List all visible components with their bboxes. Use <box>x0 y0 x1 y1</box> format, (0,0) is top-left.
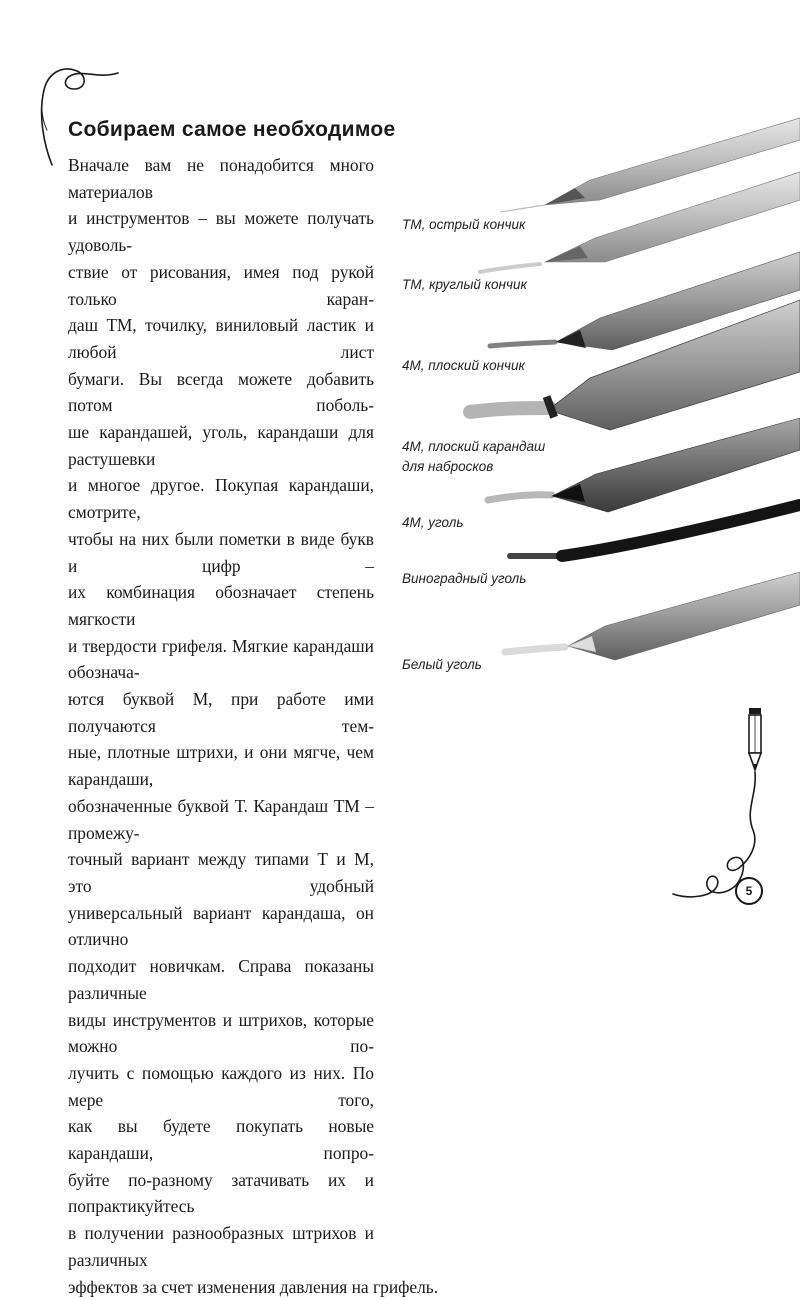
body-line: эффектов за счет изменения давления на грифель. <box>68 1276 439 1297</box>
body-line: виды инструментов и штрихов, которые можно по- <box>68 1009 374 1057</box>
page-number: 5 <box>735 877 763 905</box>
caption-4m-charcoal: 4М, уголь <box>402 515 464 530</box>
body-line: и многое другое. Покупая карандаши, смотрите, <box>68 475 374 523</box>
caption-4m-sketch-line2: для набросков <box>402 459 494 474</box>
body-line: и твердости грифеля. Мягкие карандаши обознача- <box>68 635 374 683</box>
body-line: обозначенные буквой Т. Карандаш ТМ – промежу- <box>68 795 374 843</box>
body-line: буйте по-разному затачивать их и попрактикуйтесь <box>68 1169 374 1217</box>
body-line: их комбинация обозначает степень мягкости <box>68 582 374 629</box>
pencils-illustration <box>395 110 800 710</box>
body-line: Вначале вам не понадобится много материалов <box>68 155 374 202</box>
body-line: чтобы на них были пометки в виде букв и цифр – <box>68 528 374 576</box>
body-line: лучить с помощью каждого из них. По мере того, <box>68 1062 374 1110</box>
caption-4m-flat: 4М, плоский кончик <box>402 358 525 373</box>
caption-4m-sketch-line1: 4М, плоский карандаш <box>402 439 546 454</box>
pencil-flourish-ornament <box>665 700 780 910</box>
caption-white-charcoal: Белый уголь <box>402 657 482 672</box>
vine-charcoal-stick <box>510 505 800 556</box>
body-line: ше карандашей, уголь, карандаши для растушевки <box>68 422 374 469</box>
pencil-icon <box>749 708 761 770</box>
body-line: в получении разнообразных штрихов и различных <box>68 1223 374 1270</box>
page-title: Собираем самое необходимое <box>68 118 396 141</box>
body-line: точный вариант между типами Т и М, это удобный <box>68 849 374 896</box>
body-line: бумаги. Вы всегда можете добавить потом поболь- <box>68 368 374 416</box>
body-line: ются буквой М, при работе ими получаются тем- <box>68 689 374 736</box>
body-line: подходит новичкам. Справа показаны различные <box>68 956 374 1003</box>
pencil-4m-charcoal <box>488 418 800 512</box>
body-line: даш ТМ, точилку, виниловый ластик и любой лист <box>68 315 374 362</box>
caption-tm-round: ТМ, круглый кончик <box>402 277 527 292</box>
caption-tm-sharp: ТМ, острый кончик <box>402 217 526 232</box>
body-line: и инструментов – вы можете получать удоволь- <box>68 208 374 256</box>
body-line: универсальный вариант карандаша, он отлично <box>68 902 374 950</box>
caption-vine-charcoal: Виноградный уголь <box>402 571 527 586</box>
pencil-white-charcoal <box>505 572 800 660</box>
body-line: ные, плотные штрихи, и они мягче, чем карандаши, <box>68 742 374 790</box>
body-line: как вы будете покупать новые карандаши, попро- <box>68 1116 374 1164</box>
body-line: ствие от рисования, имея под рукой только каран- <box>68 261 374 309</box>
